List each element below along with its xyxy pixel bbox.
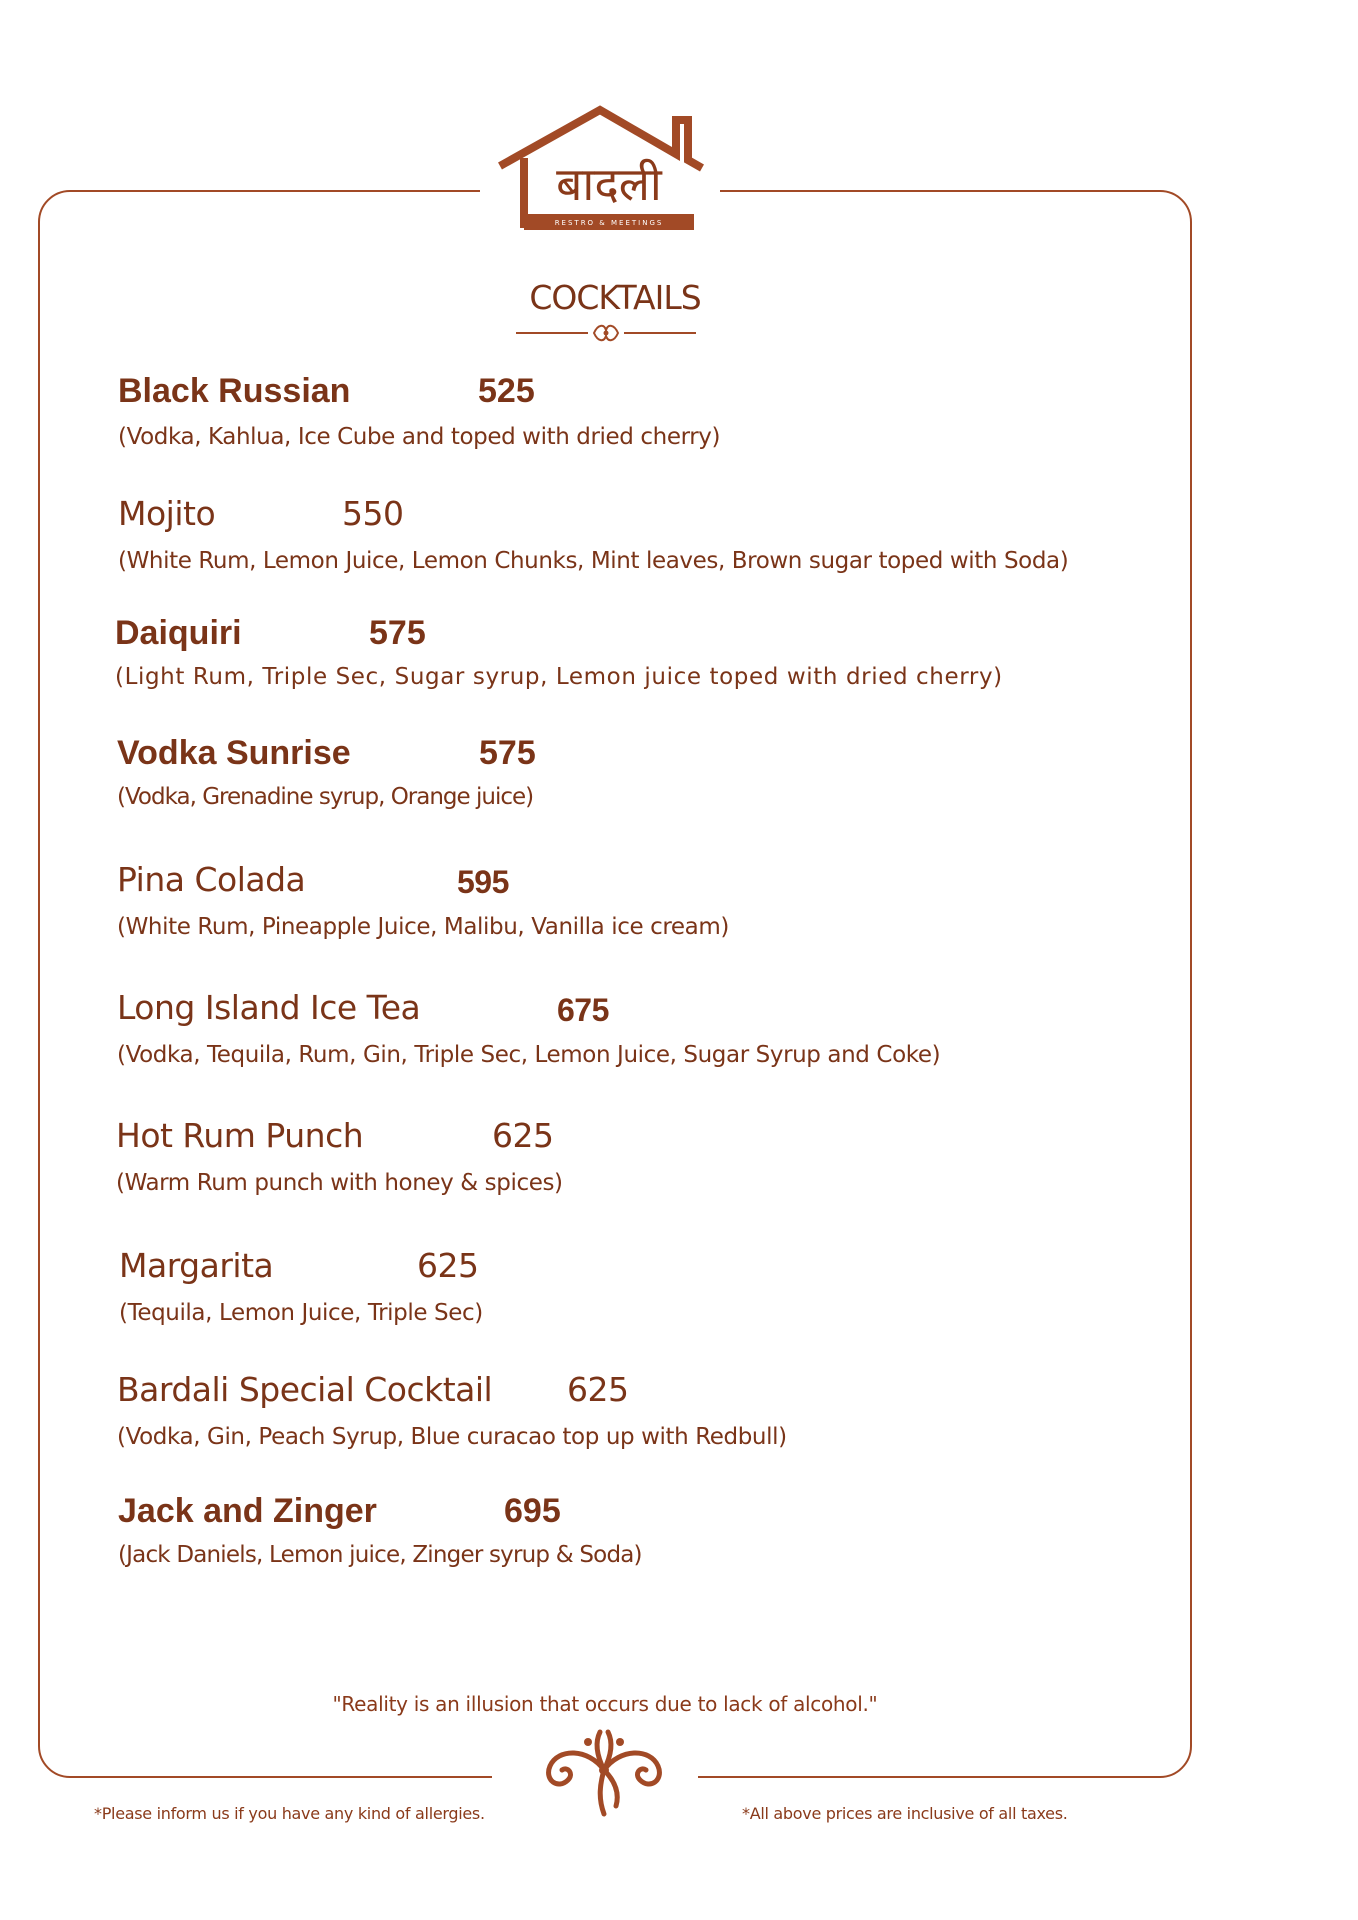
item-price: 595 [457, 864, 509, 900]
item-price: 675 [557, 992, 609, 1028]
item-description: (Light Rum, Triple Sec, Sugar syrup, Lemon juice toped with dried cherry) [115, 664, 1003, 690]
title-divider-ornament-icon [508, 318, 704, 348]
logo-tagline: RESTRO & MEETINGS [554, 219, 664, 227]
item-description: (White Rum, Lemon Juice, Lemon Chunks, Mint leaves, Brown sugar toped with Soda) [118, 548, 1069, 574]
section-title: COCKTAILS [529, 278, 701, 317]
item-price: 575 [369, 614, 426, 652]
item-description: (Tequila, Lemon Juice, Triple Sec) [119, 1300, 483, 1326]
item-name: Long Island Ice Tea [117, 988, 421, 1027]
item-description: (Warm Rum punch with honey & spices) [116, 1170, 563, 1196]
floral-ornament-icon [528, 1718, 680, 1822]
restaurant-logo [496, 104, 706, 232]
item-price: 695 [504, 1492, 561, 1530]
item-description: (Vodka, Grenadine syrup, Orange juice) [117, 784, 534, 810]
item-name: Mojito [118, 494, 216, 533]
item-price: 625 [567, 1370, 629, 1409]
item-name: Hot Rum Punch [116, 1116, 364, 1155]
allergy-note: *Please inform us if you have any kind of allergies. [94, 1804, 485, 1823]
logo-wordmark: बादली [556, 157, 662, 211]
item-description: (Vodka, Kahlua, Ice Cube and toped with dried cherry) [118, 424, 721, 450]
item-price: 625 [417, 1246, 479, 1285]
item-price: 575 [479, 734, 536, 772]
item-name: Daiquiri [115, 614, 242, 652]
item-description: (Jack Daniels, Lemon juice, Zinger syrup & Soda) [118, 1542, 642, 1568]
item-name: Bardali Special Cocktail [117, 1370, 493, 1409]
item-description: (White Rum, Pineapple Juice, Malibu, Vanilla ice cream) [117, 914, 729, 940]
item-price: 525 [478, 372, 535, 410]
item-price: 550 [342, 494, 404, 533]
item-name: Pina Colada [117, 860, 306, 899]
item-description: (Vodka, Gin, Peach Syrup, Blue curacao top up with Redbull) [117, 1424, 787, 1450]
item-name: Vodka Sunrise [117, 734, 351, 772]
item-price: 625 [492, 1116, 554, 1155]
menu-quote: "Reality is an illusion that occurs due to lack of alcohol." [332, 1692, 878, 1716]
tax-note: *All above prices are inclusive of all taxes. [742, 1804, 1068, 1823]
house-logo-icon [496, 104, 706, 232]
item-description: (Vodka, Tequila, Rum, Gin, Triple Sec, Lemon Juice, Sugar Syrup and Coke) [117, 1042, 941, 1068]
item-name: Black Russian [118, 372, 351, 410]
item-name: Jack and Zinger [118, 1492, 377, 1530]
item-name: Margarita [119, 1246, 274, 1285]
